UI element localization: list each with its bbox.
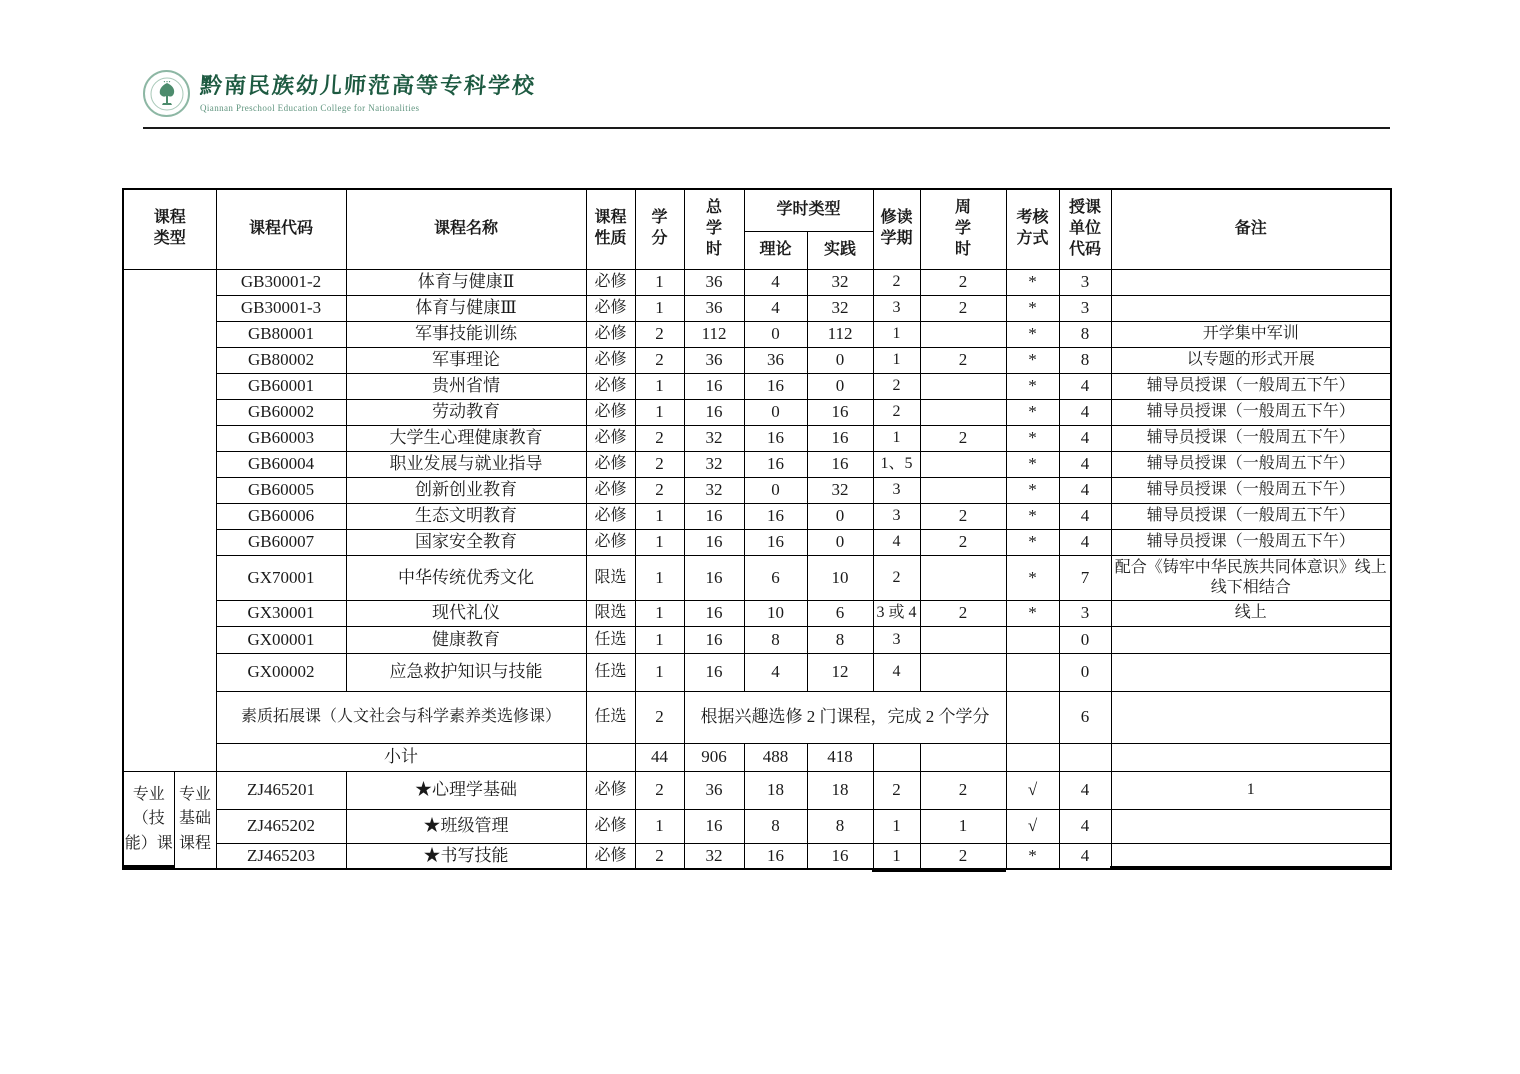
cell-semester: 2 <box>873 771 920 809</box>
table-row <box>123 809 1391 843</box>
cell-theory-hours: 16 <box>744 529 807 555</box>
cell-total-hours: 36 <box>684 269 744 295</box>
cell-course-nature: 必修 <box>586 399 635 425</box>
cell-course-nature: 必修 <box>586 843 635 869</box>
cell-course-nature: 必修 <box>586 373 635 399</box>
cell-semester: 4 <box>873 529 920 555</box>
cell-remark: 辅导员授课（一般周五下午） <box>1111 373 1391 399</box>
cell-practice-hours: 8 <box>807 809 873 843</box>
table-bottom-border-artifact <box>872 868 1006 872</box>
cell-weekly-hours: 2 <box>920 295 1006 321</box>
cell-remark: 辅导员授课（一般周五下午） <box>1111 503 1391 529</box>
header-assessment: 考核方式 <box>1006 189 1059 269</box>
cell-credits: 1 <box>635 269 684 295</box>
cell-assessment: * <box>1006 373 1059 399</box>
cell-semester: 3 <box>873 477 920 503</box>
cell-credits: 2 <box>635 321 684 347</box>
cell-weekly-hours: 2 <box>920 771 1006 809</box>
cell-assessment: * <box>1006 399 1059 425</box>
cell-course-code: ZJ465203 <box>216 843 346 869</box>
cell-assessment <box>1006 653 1059 691</box>
cell-total-hours: 36 <box>684 771 744 809</box>
cell-semester: 2 <box>873 399 920 425</box>
cell-practice-hours: 18 <box>807 771 873 809</box>
cell-weekly-hours: 1 <box>920 809 1006 843</box>
cell-unit-code: 4 <box>1059 451 1111 477</box>
table-bottom-border-artifact <box>1110 866 1390 869</box>
cell-unit-code: 4 <box>1059 771 1111 809</box>
subtotal-row <box>123 743 1391 771</box>
cell-remark: 辅导员授课（一般周五下午） <box>1111 399 1391 425</box>
header-credits: 学分 <box>635 189 684 269</box>
cell-course-name: 应急救护知识与技能 <box>346 653 586 691</box>
cell-course-code: GB60004 <box>216 451 346 477</box>
cell-course-nature: 必修 <box>586 503 635 529</box>
cell-course-nature: 必修 <box>586 347 635 373</box>
cell-course-code: GB30001-3 <box>216 295 346 321</box>
cell-course-name: 健康教育 <box>346 626 586 653</box>
cell-practice-hours: 32 <box>807 269 873 295</box>
cell-course-code: GB60005 <box>216 477 346 503</box>
table-row <box>123 477 1391 503</box>
cell-credits: 2 <box>635 843 684 869</box>
cell-theory-hours: 0 <box>744 321 807 347</box>
cell-course-nature: 必修 <box>586 771 635 809</box>
cell-unit-code: 8 <box>1059 321 1111 347</box>
cell-weekly-hours: 2 <box>920 843 1006 869</box>
cell-remark <box>1111 269 1391 295</box>
cell-theory-hours: 6 <box>744 555 807 600</box>
cell-weekly-hours: 2 <box>920 347 1006 373</box>
cell-practice-hours: 16 <box>807 399 873 425</box>
cell-course-nature: 任选 <box>586 626 635 653</box>
cell-total-hours: 36 <box>684 295 744 321</box>
cell-course-name: ★班级管理 <box>346 809 586 843</box>
cell-course-name: 职业发展与就业指导 <box>346 451 586 477</box>
cell-course-type-inner: 专业基础课程 <box>174 771 216 869</box>
cell-course-code: GB60007 <box>216 529 346 555</box>
cell-unit-code: 4 <box>1059 503 1111 529</box>
cell-weekly-hours <box>920 743 1006 771</box>
cell-total-hours: 16 <box>684 626 744 653</box>
cell-assessment: * <box>1006 529 1059 555</box>
cell-credits: 1 <box>635 399 684 425</box>
cell-elective-name: 素质拓展课（人文社会与科学素养类选修课） <box>216 691 586 743</box>
cell-assessment: * <box>1006 321 1059 347</box>
cell-course-code: GB60002 <box>216 399 346 425</box>
cell-theory-hours: 4 <box>744 295 807 321</box>
school-name-en: Qiannan Preschool Education College for Nationalities <box>200 102 420 113</box>
cell-semester <box>873 743 920 771</box>
cell-assessment <box>1006 626 1059 653</box>
header-remarks: 备注 <box>1111 189 1391 269</box>
cell-remark <box>1111 691 1391 743</box>
cell-semester: 1 <box>873 809 920 843</box>
cell-remark <box>1111 653 1391 691</box>
table-row <box>123 399 1391 425</box>
table-row <box>123 529 1391 555</box>
cell-credits: 1 <box>635 555 684 600</box>
cell-practice-hours: 8 <box>807 626 873 653</box>
cell-course-nature: 任选 <box>586 691 635 743</box>
cell-course-name: 体育与健康Ⅲ <box>346 295 586 321</box>
cell-theory-hours: 16 <box>744 373 807 399</box>
cell-course-nature: 任选 <box>586 653 635 691</box>
cell-semester: 3 <box>873 503 920 529</box>
cell-theory-hours: 0 <box>744 477 807 503</box>
cell-assessment: * <box>1006 843 1059 869</box>
header-weekly-hours: 周学时 <box>920 189 1006 269</box>
cell-course-name: 大学生心理健康教育 <box>346 425 586 451</box>
table-row <box>123 295 1391 321</box>
cell-theory-hours: 8 <box>744 626 807 653</box>
cell-unit-code <box>1059 743 1111 771</box>
cell-remark: 辅导员授课（一般周五下午） <box>1111 477 1391 503</box>
header-course-name: 课程名称 <box>346 189 586 269</box>
cell-elective-note: 根据兴趣选修 2 门课程，完成 2 个学分 <box>684 691 1006 743</box>
cell-course-code: GX70001 <box>216 555 346 600</box>
cell-course-name: 生态文明教育 <box>346 503 586 529</box>
cell-weekly-hours <box>920 451 1006 477</box>
header-practice: 实践 <box>807 231 873 269</box>
cell-course-nature: 必修 <box>586 809 635 843</box>
cell-theory-hours: 16 <box>744 425 807 451</box>
cell-theory-hours: 4 <box>744 269 807 295</box>
cell-remark: 1 <box>1111 771 1391 809</box>
cell-course-nature: 必修 <box>586 295 635 321</box>
table-row <box>123 425 1391 451</box>
cell-weekly-hours: 2 <box>920 425 1006 451</box>
header-divider <box>143 127 1390 129</box>
cell-practice-hours: 112 <box>807 321 873 347</box>
cell-course-name: 劳动教育 <box>346 399 586 425</box>
cell-course-name: 创新创业教育 <box>346 477 586 503</box>
table-row <box>123 555 1391 600</box>
cell-assessment: * <box>1006 295 1059 321</box>
cell-assessment: √ <box>1006 771 1059 809</box>
cell-unit-code: 4 <box>1059 425 1111 451</box>
cell-course-name: 现代礼仪 <box>346 600 586 626</box>
cell-practice-hours: 0 <box>807 347 873 373</box>
cell-total-hours: 36 <box>684 347 744 373</box>
table-row <box>123 269 1391 295</box>
cell-practice-hours: 16 <box>807 843 873 869</box>
cell-credits: 1 <box>635 626 684 653</box>
cell-course-code: GX00002 <box>216 653 346 691</box>
cell-weekly-hours <box>920 399 1006 425</box>
cell-remark: 辅导员授课（一般周五下午） <box>1111 529 1391 555</box>
cell-theory-hours: 18 <box>744 771 807 809</box>
cell-course-code: ZJ465201 <box>216 771 346 809</box>
header-theory: 理论 <box>744 231 807 269</box>
cell-total-hours: 112 <box>684 321 744 347</box>
cell-credits: 1 <box>635 295 684 321</box>
cell-remark: 线上 <box>1111 600 1391 626</box>
cell-practice-hours: 32 <box>807 477 873 503</box>
letterhead <box>143 70 1390 117</box>
cell-theory-hours: 16 <box>744 451 807 477</box>
cell-course-code: GB80002 <box>216 347 346 373</box>
cell-course-nature: 限选 <box>586 600 635 626</box>
cell-practice-hours: 16 <box>807 451 873 477</box>
cell-unit-code: 4 <box>1059 399 1111 425</box>
cell-course-name: 军事技能训练 <box>346 321 586 347</box>
table-row <box>123 451 1391 477</box>
cell-assessment <box>1006 743 1059 771</box>
header-course-code: 课程代码 <box>216 189 346 269</box>
cell-semester: 3 <box>873 626 920 653</box>
cell-course-nature: 必修 <box>586 451 635 477</box>
cell-unit-code: 3 <box>1059 295 1111 321</box>
cell-remark: 以专题的形式开展 <box>1111 347 1391 373</box>
cell-assessment: √ <box>1006 809 1059 843</box>
cell-course-name: 体育与健康Ⅱ <box>346 269 586 295</box>
cell-semester: 2 <box>873 373 920 399</box>
cell-course-code: GB60006 <box>216 503 346 529</box>
cell-remark: 开学集中军训 <box>1111 321 1391 347</box>
cell-course-nature: 必修 <box>586 477 635 503</box>
cell-theory-hours: 8 <box>744 809 807 843</box>
table-row <box>123 347 1391 373</box>
cell-unit-code: 0 <box>1059 626 1111 653</box>
cell-unit-code: 7 <box>1059 555 1111 600</box>
cell-course-code: GB60003 <box>216 425 346 451</box>
cell-practice-hours: 0 <box>807 529 873 555</box>
cell-credits: 1 <box>635 529 684 555</box>
cell-unit-code: 3 <box>1059 269 1111 295</box>
table-row <box>123 373 1391 399</box>
cell-credits: 2 <box>635 691 684 743</box>
cell-credits: 2 <box>635 451 684 477</box>
table-row <box>123 771 1391 809</box>
table-row <box>123 600 1391 626</box>
cell-credits: 2 <box>635 477 684 503</box>
svg-text:● ● ●: ● ● ● <box>163 79 170 83</box>
tree-icon <box>150 77 184 111</box>
cell-credits: 2 <box>635 347 684 373</box>
cell-semester: 3 <box>873 295 920 321</box>
cell-total-hours: 32 <box>684 425 744 451</box>
cell-semester: 4 <box>873 653 920 691</box>
cell-weekly-hours <box>920 653 1006 691</box>
cell-total-hours: 16 <box>684 653 744 691</box>
cell-course-name: 中华传统优秀文化 <box>346 555 586 600</box>
cell-course-code: GB80001 <box>216 321 346 347</box>
cell-assessment: * <box>1006 503 1059 529</box>
cell-remark <box>1111 743 1391 771</box>
cell-unit-code: 4 <box>1059 373 1111 399</box>
cell-semester: 1 <box>873 425 920 451</box>
cell-total-hours: 16 <box>684 373 744 399</box>
cell-course-nature: 必修 <box>586 529 635 555</box>
cell-course-name: 军事理论 <box>346 347 586 373</box>
cell-total-hours: 16 <box>684 555 744 600</box>
cell-subtotal-label: 小计 <box>216 743 586 771</box>
cell-credits: 1 <box>635 503 684 529</box>
cell-practice-hours: 10 <box>807 555 873 600</box>
cell-assessment: * <box>1006 555 1059 600</box>
cell-weekly-hours <box>920 373 1006 399</box>
cell-practice-hours: 418 <box>807 743 873 771</box>
cell-course-code: GX00001 <box>216 626 346 653</box>
cell-assessment: * <box>1006 269 1059 295</box>
cell-unit-code: 0 <box>1059 653 1111 691</box>
table-row <box>123 321 1391 347</box>
cell-weekly-hours: 2 <box>920 269 1006 295</box>
cell-semester: 1 <box>873 347 920 373</box>
cell-practice-hours: 6 <box>807 600 873 626</box>
cell-course-nature <box>586 743 635 771</box>
cell-credits: 1 <box>635 809 684 843</box>
cell-course-type-empty <box>123 269 216 771</box>
cell-theory-hours: 488 <box>744 743 807 771</box>
cell-assessment: * <box>1006 451 1059 477</box>
cell-remark <box>1111 809 1391 843</box>
table-row <box>123 653 1391 691</box>
cell-course-nature: 必修 <box>586 269 635 295</box>
cell-practice-hours: 12 <box>807 653 873 691</box>
cell-theory-hours: 0 <box>744 399 807 425</box>
cell-semester: 3 或 4 <box>873 600 920 626</box>
cell-practice-hours: 0 <box>807 503 873 529</box>
cell-theory-hours: 36 <box>744 347 807 373</box>
cell-unit-code: 4 <box>1059 809 1111 843</box>
cell-course-code: GB30001-2 <box>216 269 346 295</box>
cell-assessment: * <box>1006 425 1059 451</box>
cell-course-code: GX30001 <box>216 600 346 626</box>
cell-assessment: * <box>1006 347 1059 373</box>
cell-remark <box>1111 626 1391 653</box>
cell-semester: 1、5 <box>873 451 920 477</box>
cell-total-hours: 32 <box>684 477 744 503</box>
cell-remark: 辅导员授课（一般周五下午） <box>1111 425 1391 451</box>
cell-credits: 44 <box>635 743 684 771</box>
header-course-type: 课程类型 <box>123 189 216 269</box>
cell-unit-code: 4 <box>1059 477 1111 503</box>
cell-credits: 1 <box>635 373 684 399</box>
cell-theory-hours: 16 <box>744 503 807 529</box>
cell-unit-code: 6 <box>1059 691 1111 743</box>
cell-practice-hours: 32 <box>807 295 873 321</box>
cell-weekly-hours: 2 <box>920 503 1006 529</box>
cell-total-hours: 16 <box>684 809 744 843</box>
table-bottom-border-artifact <box>122 865 174 869</box>
cell-practice-hours: 0 <box>807 373 873 399</box>
cell-remark: 辅导员授课（一般周五下午） <box>1111 451 1391 477</box>
cell-course-name: ★心理学基础 <box>346 771 586 809</box>
cell-course-nature: 必修 <box>586 321 635 347</box>
school-seal-icon <box>143 70 190 117</box>
cell-weekly-hours: 2 <box>920 529 1006 555</box>
cell-course-nature: 限选 <box>586 555 635 600</box>
cell-assessment: * <box>1006 477 1059 503</box>
elective-summary-row <box>123 691 1391 743</box>
cell-unit-code: 4 <box>1059 843 1111 869</box>
cell-semester: 1 <box>873 843 920 869</box>
cell-total-hours: 16 <box>684 529 744 555</box>
cell-total-hours: 906 <box>684 743 744 771</box>
cell-weekly-hours <box>920 477 1006 503</box>
header-hour-type: 学时类型 <box>744 189 873 231</box>
header-semester: 修读学期 <box>873 189 920 269</box>
cell-course-type-outer: 专业（技能）课 <box>123 771 174 869</box>
cell-course-name: ★书写技能 <box>346 843 586 869</box>
curriculum-table <box>122 188 1390 870</box>
cell-total-hours: 32 <box>684 843 744 869</box>
table-row <box>123 626 1391 653</box>
cell-theory-hours: 10 <box>744 600 807 626</box>
cell-course-code: GB60001 <box>216 373 346 399</box>
cell-semester: 2 <box>873 555 920 600</box>
cell-total-hours: 16 <box>684 399 744 425</box>
cell-unit-code: 4 <box>1059 529 1111 555</box>
cell-weekly-hours <box>920 626 1006 653</box>
header-course-nature: 课程性质 <box>586 189 635 269</box>
cell-credits: 1 <box>635 600 684 626</box>
cell-theory-hours: 16 <box>744 843 807 869</box>
cell-total-hours: 32 <box>684 451 744 477</box>
cell-assessment <box>1006 691 1059 743</box>
cell-remark: 配合《铸牢中华民族共同体意识》线上线下相结合 <box>1111 555 1391 600</box>
cell-semester: 2 <box>873 269 920 295</box>
cell-practice-hours: 16 <box>807 425 873 451</box>
header-unit-code: 授课单位代码 <box>1059 189 1111 269</box>
cell-theory-hours: 4 <box>744 653 807 691</box>
table-row <box>123 503 1391 529</box>
cell-course-code: ZJ465202 <box>216 809 346 843</box>
cell-unit-code: 8 <box>1059 347 1111 373</box>
cell-credits: 1 <box>635 653 684 691</box>
school-name: 黔南民族幼儿师范高等专科学校 <box>199 73 537 99</box>
cell-unit-code: 3 <box>1059 600 1111 626</box>
cell-credits: 2 <box>635 771 684 809</box>
cell-course-name: 国家安全教育 <box>346 529 586 555</box>
cell-total-hours: 16 <box>684 503 744 529</box>
cell-credits: 2 <box>635 425 684 451</box>
cell-remark <box>1111 295 1391 321</box>
cell-total-hours: 16 <box>684 600 744 626</box>
cell-weekly-hours: 2 <box>920 600 1006 626</box>
cell-semester: 1 <box>873 321 920 347</box>
cell-weekly-hours <box>920 555 1006 600</box>
header-row-1 <box>123 189 1391 231</box>
header-total-hours: 总学时 <box>684 189 744 269</box>
cell-assessment: * <box>1006 600 1059 626</box>
cell-weekly-hours <box>920 321 1006 347</box>
cell-course-name: 贵州省情 <box>346 373 586 399</box>
cell-course-nature: 必修 <box>586 425 635 451</box>
